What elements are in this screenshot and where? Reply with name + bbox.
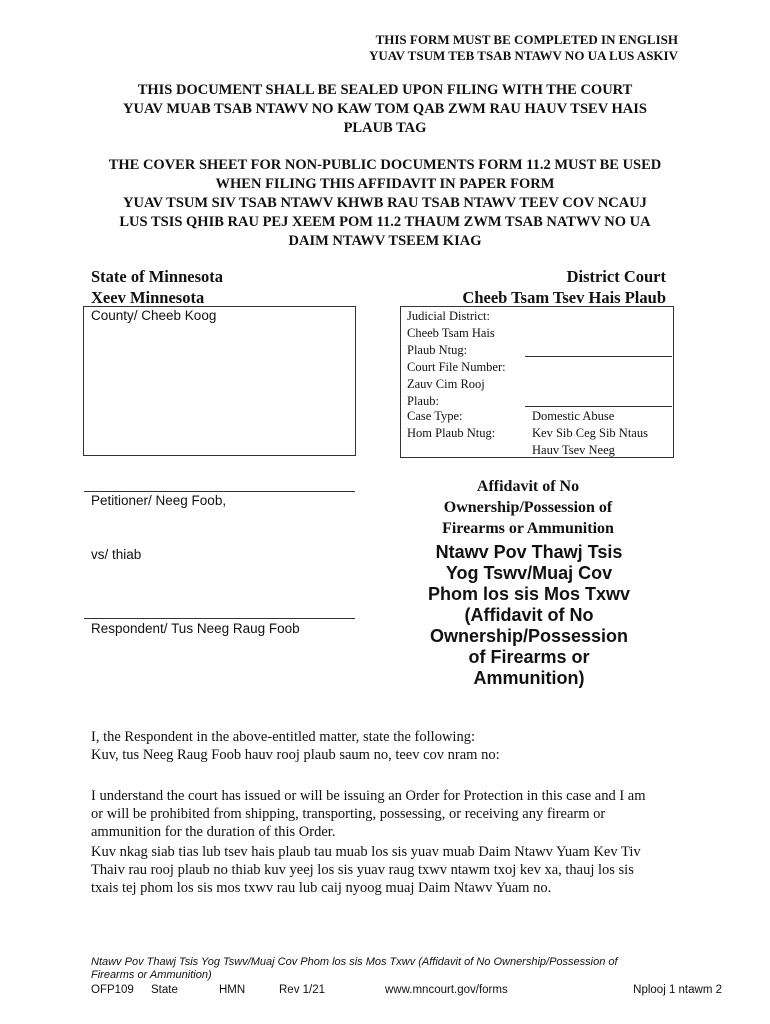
page-number: Nplooj 1 ntawm 2 — [633, 984, 722, 996]
language-notice — [369, 32, 678, 64]
footer-title — [91, 956, 731, 982]
case-type-label — [407, 408, 495, 442]
sealed-notice-line: YUAV MUAB TSAB NTAWV NO KAW TOM QAB ZWM RAU HAUV TSEV HAIS — [123, 101, 647, 117]
paragraph-line: Kuv, tus Neeg Raug Foob hauv rooj plaub saum no, teev cov nram no: — [91, 747, 500, 763]
footer-title-line: Ntawv Pov Thawj Tsis Yog Tswv/Muaj Cov Phom los sis Mos Txwv (Affidavit of No Ownership/Possession of — [91, 956, 618, 968]
cover-sheet-notice — [80, 156, 690, 251]
title-line: Yog Tswv/Muaj Cov — [445, 563, 613, 583]
paragraph-line: ammunition for the duration of this Order. — [91, 824, 336, 840]
value-line: Hauv Tsev Neeg — [532, 443, 615, 457]
statement-hmn — [91, 843, 681, 897]
paragraph-line: Kuv nkag siab tias lub tsev hais plaub tau muab los sis yuav muab Daim Ntawv Yuam Kev Tiv — [91, 844, 641, 860]
cover-sheet-line: LUS TSIS QHIB RAU PEJ XEEM POM 11.2 THAUM ZWM TSAB NATWV NO UA — [119, 214, 651, 230]
court-file-label — [407, 359, 506, 410]
label-line: Hom Plaub Ntug: — [407, 426, 496, 440]
title-line: (Affidavit of No — [464, 605, 594, 625]
judicial-district-label — [407, 308, 495, 359]
cover-sheet-line: YUAV TSUM SIV TSAB NTAWV KHWB RAU TSAB NTAWV TEEV COV NCAUJ — [123, 195, 647, 211]
affidavit-title-en — [404, 476, 652, 539]
title-line: of Firearms or — [468, 647, 590, 667]
title-line: Ownership/Possession — [429, 626, 629, 646]
sealed-notice-line: THIS DOCUMENT SHALL BE SEALED UPON FILING WITH THE COURT — [137, 82, 633, 98]
title-line: Firearms or Ammunition — [442, 520, 614, 537]
title-line: Ntawv Pov Thawj Tsis — [435, 542, 623, 562]
petitioner-label: Petitioner/ Neeg Foob, — [91, 493, 227, 508]
state-heading — [91, 266, 223, 308]
title-line: Ownership/Possession of — [443, 499, 613, 516]
case-type-value — [532, 408, 648, 459]
court-hmn: Cheeb Tsam Tsev Hais Plaub — [462, 288, 666, 307]
case-info-box — [400, 306, 674, 458]
value-line: Kev Sib Ceg Sib Ntaus — [532, 426, 648, 440]
cover-sheet-line: WHEN FILING THIS AFFIDAVIT IN PAPER FORM — [215, 176, 555, 192]
paragraph-line: txais tej phom los sis mos txwv rau lub caij nyoog muaj Daim Ntawv Yuam no. — [91, 880, 552, 896]
title-line: Ammunition) — [473, 668, 585, 688]
cover-sheet-line: DAIM NTAWV TSEEM KIAG — [288, 233, 482, 249]
sealed-notice-line: PLAUB TAG — [343, 120, 427, 136]
paragraph-line: I understand the court has issued or will be issuing an Order for Protection in this case and I am — [91, 788, 646, 804]
court-file-number-field[interactable] — [525, 406, 672, 407]
petitioner-line[interactable] — [84, 491, 355, 492]
title-line: Affidavit of No — [476, 478, 580, 495]
footer-revision: Rev 1/21 — [279, 984, 326, 996]
label-line: Plaub: — [407, 394, 439, 408]
footer-language: HMN — [219, 984, 246, 996]
value-line: Domestic Abuse — [532, 409, 615, 423]
county-label: County/ Cheeb Koog — [91, 308, 217, 323]
label-line: Case Type: — [407, 409, 463, 423]
vs-label: vs/ thiab — [91, 547, 142, 562]
footer-title-line: Firearms or Ammunition) — [91, 969, 212, 981]
language-notice-hmn: YUAV TSUM TEB TSAB NTAWV NO UA LUS ASKIV — [369, 48, 678, 63]
paragraph-line: I, the Respondent in the above-entitled matter, state the following: — [91, 729, 475, 745]
judicial-district-field[interactable] — [525, 356, 672, 357]
footer-url[interactable]: www.mncourt.gov/forms — [385, 984, 508, 996]
statement-en — [91, 787, 681, 841]
respondent-label: Respondent/ Tus Neeg Raug Foob — [91, 621, 300, 636]
title-line: Phom los sis Mos Txwv — [427, 584, 631, 604]
paragraph-line: or will be prohibited from shipping, transporting, possessing, or receiving any firearm or — [91, 806, 606, 822]
affidavit-title-hmn — [398, 542, 660, 689]
intro-paragraph — [91, 728, 681, 764]
court-en: District Court — [566, 267, 666, 286]
state-hmn: Xeev Minnesota — [91, 288, 205, 307]
court-heading — [462, 266, 666, 308]
state-en: State of Minnesota — [91, 267, 223, 286]
label-line: Zauv Cim Rooj — [407, 377, 485, 391]
paragraph-line: Thaiv rau rooj plaub no thiab kuv yeej los sis yuav raug txwv ntawm txoj kev xa, thauj los sis — [91, 862, 634, 878]
footer-state: State — [151, 984, 178, 996]
label-line: Judicial District: — [407, 309, 490, 323]
sealed-notice — [80, 81, 690, 138]
label-line: Court File Number: — [407, 360, 506, 374]
cover-sheet-line: THE COVER SHEET FOR NON-PUBLIC DOCUMENTS FORM 11.2 MUST BE USED — [108, 157, 662, 173]
language-notice-en: THIS FORM MUST BE COMPLETED IN ENGLISH — [375, 32, 678, 47]
label-line: Plaub Ntug: — [407, 343, 468, 357]
county-field[interactable] — [83, 306, 356, 456]
label-line: Cheeb Tsam Hais — [407, 326, 495, 340]
form-id: OFP109 — [91, 984, 134, 996]
respondent-line[interactable] — [84, 618, 355, 619]
